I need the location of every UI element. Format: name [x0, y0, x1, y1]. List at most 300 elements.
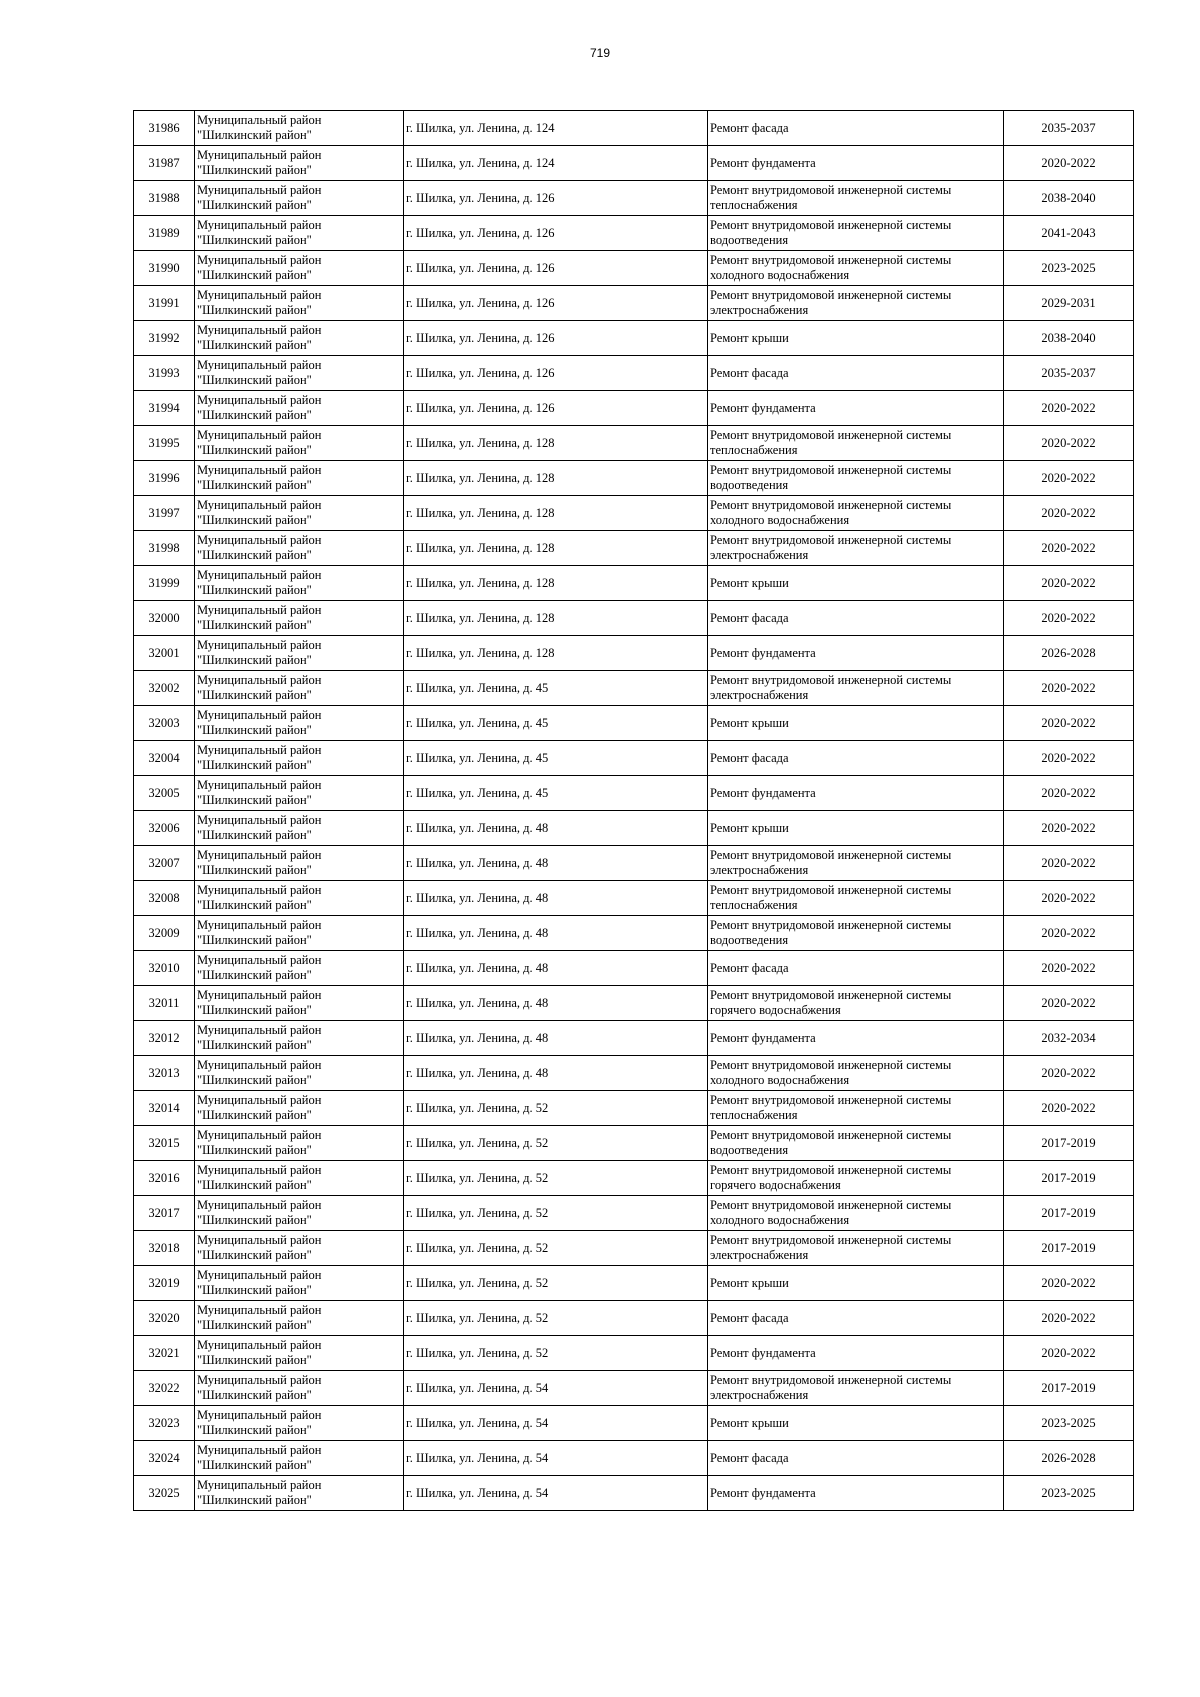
address-cell: г. Шилка, ул. Ленина, д. 126: [404, 356, 708, 391]
municipality-line-2: "Шилкинский район": [197, 443, 312, 457]
row-number: 32019: [134, 1266, 195, 1301]
municipality-line-2: "Шилкинский район": [197, 198, 312, 212]
table-row: [134, 1231, 1134, 1266]
work-type-line: Ремонт внутридомовой инженерной системы: [710, 1233, 952, 1247]
municipality-line-1: Муниципальный район: [197, 1233, 322, 1247]
municipality-line-1: Муниципальный район: [197, 1268, 322, 1282]
row-number: 32004: [134, 741, 195, 776]
municipality-line-2: "Шилкинский район": [197, 303, 312, 317]
work-type-line: Ремонт внутридомовой инженерной системы: [710, 1128, 952, 1142]
row-number: 32023: [134, 1406, 195, 1441]
municipality-cell: [195, 1371, 404, 1406]
address-cell: г. Шилка, ул. Ленина, д. 48: [404, 1021, 708, 1056]
term-cell: 2035-2037: [1004, 356, 1134, 391]
work-type-cell: [708, 846, 1004, 881]
municipality-line-1: Муниципальный район: [197, 1408, 322, 1422]
municipality-line-1: Муниципальный район: [197, 148, 322, 162]
work-type-line: Ремонт фасада: [710, 750, 789, 765]
municipality-line-2: "Шилкинский район": [197, 548, 312, 562]
work-type-line: водоотведения: [710, 933, 789, 947]
address-cell: г. Шилка, ул. Ленина, д. 126: [404, 181, 708, 216]
row-number: 32020: [134, 1301, 195, 1336]
term-cell: 2029-2031: [1004, 286, 1134, 321]
work-type-cell: [708, 391, 1004, 426]
row-number: 32015: [134, 1126, 195, 1161]
table-row: [134, 391, 1134, 426]
work-type-cell: [708, 951, 1004, 986]
municipality-line-2: "Шилкинский район": [197, 793, 312, 807]
address-cell: г. Шилка, ул. Ленина, д. 52: [404, 1161, 708, 1196]
work-type-cell: [708, 216, 1004, 251]
term-cell: 2020-2022: [1004, 741, 1134, 776]
work-type-line: Ремонт внутридомовой инженерной системы: [710, 1058, 952, 1072]
work-type-cell: [708, 916, 1004, 951]
work-type-cell: [708, 1126, 1004, 1161]
work-type-cell: [708, 1161, 1004, 1196]
row-number: 32024: [134, 1441, 195, 1476]
term-cell: 2023-2025: [1004, 1406, 1134, 1441]
work-type-line: Ремонт внутридомовой инженерной системы: [710, 288, 952, 302]
address-cell: г. Шилка, ул. Ленина, д. 48: [404, 881, 708, 916]
term-cell: 2020-2022: [1004, 916, 1134, 951]
term-cell: 2020-2022: [1004, 461, 1134, 496]
work-type-cell: [708, 636, 1004, 671]
municipality-line-2: "Шилкинский район": [197, 1248, 312, 1262]
municipality-line-1: Муниципальный район: [197, 743, 322, 757]
address-cell: г. Шилка, ул. Ленина, д. 128: [404, 496, 708, 531]
term-cell: 2023-2025: [1004, 251, 1134, 286]
municipality-cell: [195, 1196, 404, 1231]
work-type-line: холодного водоснабжения: [710, 513, 850, 527]
address-cell: г. Шилка, ул. Ленина, д. 45: [404, 741, 708, 776]
address-cell: г. Шилка, ул. Ленина, д. 124: [404, 111, 708, 146]
municipality-line-2: "Шилкинский район": [197, 828, 312, 842]
table-row: [134, 1056, 1134, 1091]
table-row: [134, 1476, 1134, 1511]
work-type-cell: [708, 741, 1004, 776]
municipality-line-2: "Шилкинский район": [197, 1388, 312, 1402]
table-row: [134, 1301, 1134, 1336]
municipality-line-2: "Шилкинский район": [197, 408, 312, 422]
work-type-line: водоотведения: [710, 1143, 789, 1157]
municipality-line-1: Муниципальный район: [197, 883, 322, 897]
table-row: [134, 321, 1134, 356]
municipality-line-2: "Шилкинский район": [197, 268, 312, 282]
municipality-line-1: Муниципальный район: [197, 218, 322, 232]
municipality-line-1: Муниципальный район: [197, 393, 322, 407]
municipality-line-1: Муниципальный район: [197, 918, 322, 932]
table-row: [134, 1336, 1134, 1371]
term-cell: 2020-2022: [1004, 531, 1134, 566]
municipality-line-2: "Шилкинский район": [197, 233, 312, 247]
term-cell: 2023-2025: [1004, 1476, 1134, 1511]
municipality-line-2: "Шилкинский район": [197, 1423, 312, 1437]
work-type-line: холодного водоснабжения: [710, 1213, 850, 1227]
capital-repair-table: [133, 110, 1134, 1511]
work-type-line: Ремонт фундамента: [710, 785, 816, 800]
work-type-line: Ремонт внутридомовой инженерной системы: [710, 673, 952, 687]
municipality-line-1: Муниципальный район: [197, 1058, 322, 1072]
work-type-line: Ремонт крыши: [710, 820, 789, 835]
term-cell: 2041-2043: [1004, 216, 1134, 251]
row-number: 32010: [134, 951, 195, 986]
work-type-cell: [708, 1021, 1004, 1056]
municipality-line-1: Муниципальный район: [197, 568, 322, 582]
term-cell: 2017-2019: [1004, 1126, 1134, 1161]
work-type-cell: [708, 321, 1004, 356]
term-cell: 2020-2022: [1004, 951, 1134, 986]
address-cell: г. Шилка, ул. Ленина, д. 52: [404, 1301, 708, 1336]
work-type-cell: [708, 706, 1004, 741]
address-cell: г. Шилка, ул. Ленина, д. 128: [404, 636, 708, 671]
address-cell: г. Шилка, ул. Ленина, д. 54: [404, 1441, 708, 1476]
municipality-cell: [195, 531, 404, 566]
table-row: [134, 881, 1134, 916]
municipality-cell: [195, 636, 404, 671]
table-row: [134, 426, 1134, 461]
term-cell: 2038-2040: [1004, 321, 1134, 356]
municipality-line-1: Муниципальный район: [197, 498, 322, 512]
term-cell: 2020-2022: [1004, 426, 1134, 461]
municipality-cell: [195, 671, 404, 706]
municipality-cell: [195, 1301, 404, 1336]
term-cell: 2017-2019: [1004, 1231, 1134, 1266]
address-cell: г. Шилка, ул. Ленина, д. 48: [404, 916, 708, 951]
term-cell: 2020-2022: [1004, 706, 1134, 741]
term-cell: 2020-2022: [1004, 811, 1134, 846]
municipality-line-1: Муниципальный район: [197, 533, 322, 547]
work-type-cell: [708, 1336, 1004, 1371]
work-type-line: Ремонт крыши: [710, 1275, 789, 1290]
table-row: [134, 461, 1134, 496]
row-number: 32013: [134, 1056, 195, 1091]
address-cell: г. Шилка, ул. Ленина, д. 52: [404, 1231, 708, 1266]
row-number: 31997: [134, 496, 195, 531]
term-cell: 2026-2028: [1004, 1441, 1134, 1476]
row-number: 32007: [134, 846, 195, 881]
row-number: 32009: [134, 916, 195, 951]
work-type-line: Ремонт фундамента: [710, 1030, 816, 1045]
address-cell: г. Шилка, ул. Ленина, д. 128: [404, 426, 708, 461]
work-type-cell: [708, 986, 1004, 1021]
term-cell: 2020-2022: [1004, 496, 1134, 531]
table-row: [134, 1441, 1134, 1476]
work-type-line: теплоснабжения: [710, 198, 798, 212]
work-type-cell: [708, 111, 1004, 146]
work-type-line: Ремонт крыши: [710, 715, 789, 730]
municipality-cell: [195, 1161, 404, 1196]
work-type-line: Ремонт фундамента: [710, 1485, 816, 1500]
work-type-cell: [708, 1196, 1004, 1231]
term-cell: 2026-2028: [1004, 636, 1134, 671]
work-type-cell: [708, 356, 1004, 391]
table-row: [134, 356, 1134, 391]
municipality-line-1: Муниципальный район: [197, 1478, 322, 1492]
municipality-line-2: "Шилкинский район": [197, 1458, 312, 1472]
address-cell: г. Шилка, ул. Ленина, д. 45: [404, 776, 708, 811]
address-cell: г. Шилка, ул. Ленина, д. 45: [404, 706, 708, 741]
municipality-line-1: Муниципальный район: [197, 1303, 322, 1317]
table-row: [134, 1196, 1134, 1231]
address-cell: г. Шилка, ул. Ленина, д. 54: [404, 1406, 708, 1441]
table-row: [134, 1126, 1134, 1161]
work-type-line: Ремонт внутридомовой инженерной системы: [710, 498, 952, 512]
row-number: 31995: [134, 426, 195, 461]
row-number: 32008: [134, 881, 195, 916]
address-cell: г. Шилка, ул. Ленина, д. 54: [404, 1371, 708, 1406]
work-type-line: Ремонт фундамента: [710, 645, 816, 660]
municipality-line-1: Муниципальный район: [197, 288, 322, 302]
municipality-line-2: "Шилкинский район": [197, 1108, 312, 1122]
table-row: [134, 636, 1134, 671]
work-type-line: теплоснабжения: [710, 443, 798, 457]
work-type-cell: [708, 566, 1004, 601]
row-number: 31986: [134, 111, 195, 146]
municipality-line-2: "Шилкинский район": [197, 128, 312, 142]
address-cell: г. Шилка, ул. Ленина, д. 52: [404, 1336, 708, 1371]
municipality-cell: [195, 706, 404, 741]
term-cell: 2020-2022: [1004, 671, 1134, 706]
term-cell: 2020-2022: [1004, 776, 1134, 811]
work-type-cell: [708, 1266, 1004, 1301]
term-cell: 2020-2022: [1004, 146, 1134, 181]
row-number: 31989: [134, 216, 195, 251]
work-type-line: Ремонт крыши: [710, 575, 789, 590]
municipality-line-1: Муниципальный район: [197, 1163, 322, 1177]
municipality-line-1: Муниципальный район: [197, 183, 322, 197]
municipality-cell: [195, 356, 404, 391]
term-cell: 2020-2022: [1004, 881, 1134, 916]
municipality-line-1: Муниципальный район: [197, 1338, 322, 1352]
work-type-line: электроснабжения: [710, 688, 809, 702]
work-type-line: Ремонт фундамента: [710, 155, 816, 170]
table-row: [134, 216, 1134, 251]
address-cell: г. Шилка, ул. Ленина, д. 126: [404, 286, 708, 321]
work-type-line: теплоснабжения: [710, 898, 798, 912]
municipality-line-2: "Шилкинский район": [197, 338, 312, 352]
work-type-line: Ремонт фундамента: [710, 400, 816, 415]
municipality-line-1: Муниципальный район: [197, 113, 322, 127]
municipality-line-1: Муниципальный район: [197, 428, 322, 442]
municipality-cell: [195, 1231, 404, 1266]
municipality-cell: [195, 566, 404, 601]
table-row: [134, 1371, 1134, 1406]
address-cell: г. Шилка, ул. Ленина, д. 128: [404, 601, 708, 636]
address-cell: г. Шилка, ул. Ленина, д. 126: [404, 216, 708, 251]
row-number: 31998: [134, 531, 195, 566]
municipality-cell: [195, 601, 404, 636]
table-row: [134, 566, 1134, 601]
municipality-line-2: "Шилкинский район": [197, 1213, 312, 1227]
municipality-cell: [195, 321, 404, 356]
municipality-line-1: Муниципальный район: [197, 1093, 322, 1107]
municipality-cell: [195, 426, 404, 461]
work-type-cell: [708, 1091, 1004, 1126]
term-cell: 2035-2037: [1004, 111, 1134, 146]
row-number: 32003: [134, 706, 195, 741]
work-type-line: Ремонт внутридомовой инженерной системы: [710, 988, 952, 1002]
municipality-line-1: Муниципальный район: [197, 1128, 322, 1142]
address-cell: г. Шилка, ул. Ленина, д. 126: [404, 391, 708, 426]
row-number: 32022: [134, 1371, 195, 1406]
table-row: [134, 146, 1134, 181]
work-type-cell: [708, 496, 1004, 531]
municipality-cell: [195, 1021, 404, 1056]
address-cell: г. Шилка, ул. Ленина, д. 128: [404, 531, 708, 566]
work-type-line: Ремонт внутридомовой инженерной системы: [710, 218, 952, 232]
row-number: 32006: [134, 811, 195, 846]
table-row: [134, 111, 1134, 146]
row-number: 32018: [134, 1231, 195, 1266]
work-type-line: Ремонт фасада: [710, 120, 789, 135]
table-row: [134, 811, 1134, 846]
work-type-line: Ремонт крыши: [710, 330, 789, 345]
municipality-cell: [195, 1406, 404, 1441]
work-type-line: Ремонт фасада: [710, 960, 789, 975]
row-number: 31994: [134, 391, 195, 426]
municipality-line-2: "Шилкинский район": [197, 1178, 312, 1192]
term-cell: 2020-2022: [1004, 1266, 1134, 1301]
work-type-cell: [708, 671, 1004, 706]
work-type-line: Ремонт внутридомовой инженерной системы: [710, 533, 952, 547]
table-row: [134, 531, 1134, 566]
municipality-cell: [195, 846, 404, 881]
row-number: 31999: [134, 566, 195, 601]
row-number: 31992: [134, 321, 195, 356]
row-number: 31993: [134, 356, 195, 391]
address-cell: г. Шилка, ул. Ленина, д. 52: [404, 1126, 708, 1161]
row-number: 32021: [134, 1336, 195, 1371]
work-type-line: Ремонт внутридомовой инженерной системы: [710, 1163, 952, 1177]
address-cell: г. Шилка, ул. Ленина, д. 126: [404, 251, 708, 286]
row-number: 32017: [134, 1196, 195, 1231]
municipality-line-2: "Шилкинский район": [197, 513, 312, 527]
table-row: [134, 181, 1134, 216]
work-type-line: Ремонт внутридомовой инженерной системы: [710, 183, 952, 197]
row-number: 31987: [134, 146, 195, 181]
term-cell: 2020-2022: [1004, 1091, 1134, 1126]
work-type-line: Ремонт фундамента: [710, 1345, 816, 1360]
address-cell: г. Шилка, ул. Ленина, д. 54: [404, 1476, 708, 1511]
table-body: [134, 111, 1134, 1511]
table-row: [134, 706, 1134, 741]
row-number: 32016: [134, 1161, 195, 1196]
work-type-line: Ремонт внутридомовой инженерной системы: [710, 848, 952, 862]
work-type-cell: [708, 601, 1004, 636]
table-row: [134, 671, 1134, 706]
work-type-cell: [708, 881, 1004, 916]
municipality-line-2: "Шилкинский район": [197, 1318, 312, 1332]
table-row: [134, 251, 1134, 286]
address-cell: г. Шилка, ул. Ленина, д. 52: [404, 1266, 708, 1301]
municipality-line-1: Муниципальный район: [197, 953, 322, 967]
municipality-cell: [195, 1476, 404, 1511]
row-number: 32000: [134, 601, 195, 636]
row-number: 32002: [134, 671, 195, 706]
work-type-line: Ремонт внутридомовой инженерной системы: [710, 1093, 952, 1107]
term-cell: 2017-2019: [1004, 1161, 1134, 1196]
municipality-line-1: Муниципальный район: [197, 988, 322, 1002]
address-cell: г. Шилка, ул. Ленина, д. 48: [404, 811, 708, 846]
table-row: [134, 1406, 1134, 1441]
work-type-line: Ремонт крыши: [710, 1415, 789, 1430]
work-type-cell: [708, 426, 1004, 461]
table-row: [134, 776, 1134, 811]
work-type-line: Ремонт внутридомовой инженерной системы: [710, 1373, 952, 1387]
work-type-line: Ремонт фасада: [710, 1310, 789, 1325]
municipality-cell: [195, 916, 404, 951]
table-row: [134, 496, 1134, 531]
municipality-line-1: Муниципальный район: [197, 673, 322, 687]
municipality-cell: [195, 111, 404, 146]
municipality-cell: [195, 1056, 404, 1091]
municipality-line-2: "Шилкинский район": [197, 583, 312, 597]
address-cell: г. Шилка, ул. Ленина, д. 52: [404, 1196, 708, 1231]
table-row: [134, 1091, 1134, 1126]
row-number: 32012: [134, 1021, 195, 1056]
work-type-line: электроснабжения: [710, 863, 809, 877]
term-cell: 2038-2040: [1004, 181, 1134, 216]
table-row: [134, 1266, 1134, 1301]
municipality-cell: [195, 286, 404, 321]
address-cell: г. Шилка, ул. Ленина, д. 48: [404, 951, 708, 986]
work-type-line: Ремонт фасада: [710, 1450, 789, 1465]
work-type-line: Ремонт внутридомовой инженерной системы: [710, 253, 952, 267]
municipality-line-2: "Шилкинский район": [197, 723, 312, 737]
municipality-cell: [195, 776, 404, 811]
row-number: 31991: [134, 286, 195, 321]
work-type-cell: [708, 1406, 1004, 1441]
work-type-line: Ремонт внутридомовой инженерной системы: [710, 463, 952, 477]
work-type-line: Ремонт внутридомовой инженерной системы: [710, 883, 952, 897]
work-type-cell: [708, 461, 1004, 496]
municipality-line-2: "Шилкинский район": [197, 758, 312, 772]
municipality-cell: [195, 216, 404, 251]
municipality-line-1: Муниципальный район: [197, 323, 322, 337]
row-number: 31988: [134, 181, 195, 216]
work-type-cell: [708, 1231, 1004, 1266]
municipality-line-1: Муниципальный район: [197, 603, 322, 617]
municipality-line-1: Муниципальный район: [197, 358, 322, 372]
municipality-cell: [195, 951, 404, 986]
municipality-line-1: Муниципальный район: [197, 1443, 322, 1457]
table-row: [134, 916, 1134, 951]
address-cell: г. Шилка, ул. Ленина, д. 126: [404, 321, 708, 356]
work-type-line: Ремонт фасада: [710, 610, 789, 625]
page-number: 719: [589, 46, 611, 60]
municipality-line-2: "Шилкинский район": [197, 898, 312, 912]
work-type-cell: [708, 1371, 1004, 1406]
work-type-line: Ремонт фасада: [710, 365, 789, 380]
address-cell: г. Шилка, ул. Ленина, д. 48: [404, 846, 708, 881]
table-row: [134, 986, 1134, 1021]
work-type-cell: [708, 286, 1004, 321]
work-type-line: электроснабжения: [710, 548, 809, 562]
table-row: [134, 286, 1134, 321]
municipality-line-1: Муниципальный район: [197, 1198, 322, 1212]
work-type-cell: [708, 531, 1004, 566]
table-row: [134, 846, 1134, 881]
work-type-line: Ремонт внутридомовой инженерной системы: [710, 918, 952, 932]
term-cell: 2020-2022: [1004, 1056, 1134, 1091]
term-cell: 2020-2022: [1004, 566, 1134, 601]
municipality-line-1: Муниципальный район: [197, 1023, 322, 1037]
municipality-cell: [195, 391, 404, 426]
municipality-line-1: Муниципальный район: [197, 1373, 322, 1387]
table-row: [134, 601, 1134, 636]
term-cell: 2032-2034: [1004, 1021, 1134, 1056]
work-type-cell: [708, 811, 1004, 846]
